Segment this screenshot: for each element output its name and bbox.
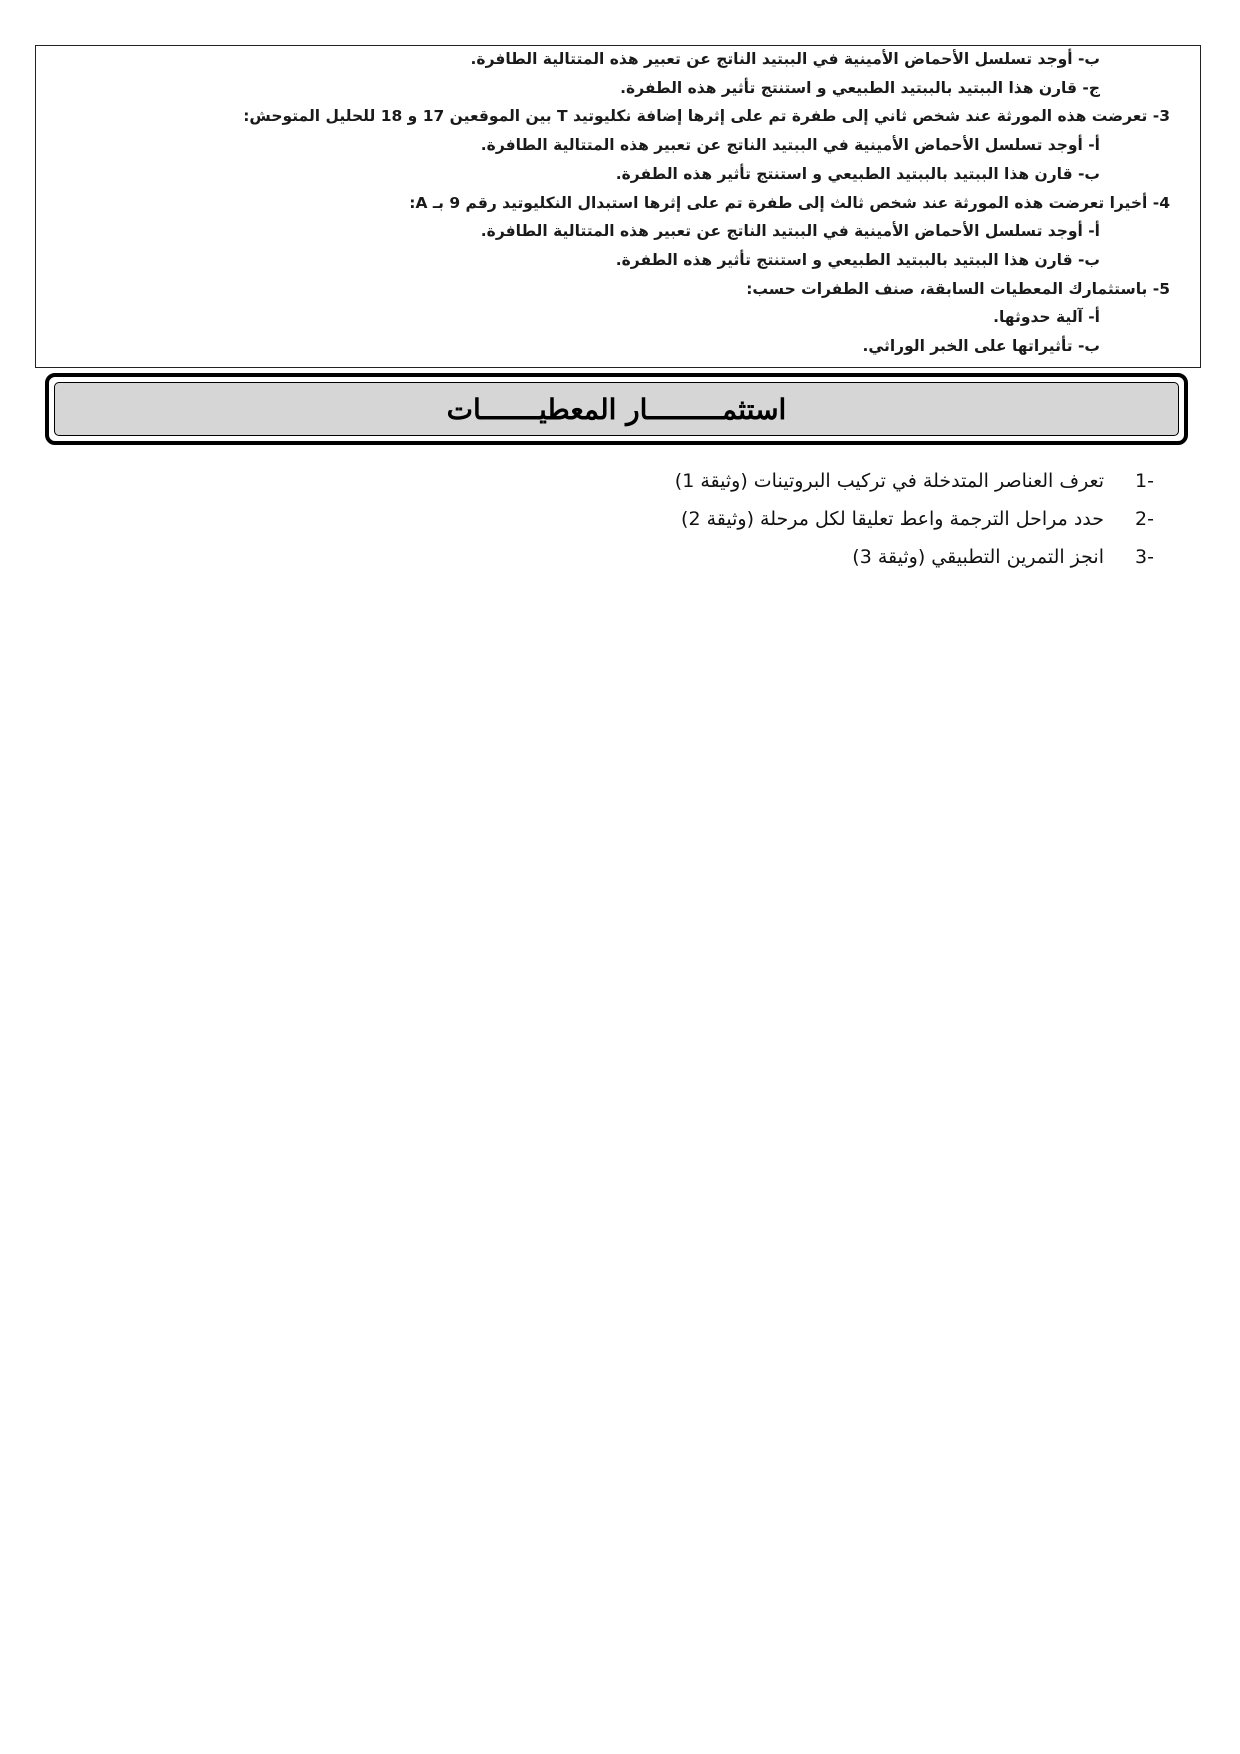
section-title: استثمـــــــــار المعطيـــــــات (446, 392, 787, 426)
list-item (454, 508, 1154, 546)
task-number: -1 (1135, 470, 1154, 492)
task-list (454, 470, 1154, 584)
question-2c: ج- قارن هذا الببتيد بالببتيد الطبيعي و استنتج تأثير هذه الطفرة. (620, 79, 1100, 97)
question-5: 5- باستثمارك المعطيات السابقة، صنف الطفرات حسب: (746, 280, 1170, 298)
question-4: 4- أخيرا تعرضت هذه المورثة عند شخص ثالث إلى طفرة تم على إثرها استبدال النكليوتيد رقم 9 بـ A: (409, 194, 1170, 212)
list-item (454, 470, 1154, 508)
question-2b: ب- أوجد تسلسل الأحماض الأمينية في الببتيد الناتج عن تعبير هذه المتتالية الطافرة. (470, 50, 1100, 68)
section-title-panel (54, 382, 1179, 436)
question-4a: أ- أوجد تسلسل الأحماض الأمينية في الببتيد الناتج عن تعبير هذه المتتالية الطافرة. (480, 222, 1100, 240)
question-5a: أ- آلية حدوثها. (993, 308, 1100, 326)
task-number: -2 (1135, 508, 1154, 530)
task-text: تعرف العناصر المتدخلة في تركيب البروتينات (وثيقة 1) (674, 470, 1104, 492)
task-number: -3 (1135, 546, 1154, 568)
questions-box (35, 45, 1201, 368)
question-3b: ب- قارن هذا الببتيد بالببتيد الطبيعي و استنتج تأثير هذه الطفرة. (615, 165, 1100, 183)
question-3a: أ- أوجد تسلسل الأحماض الأمينية في الببتيد الناتج عن تعبير هذه المتتالية الطافرة. (480, 136, 1100, 154)
question-4b: ب- قارن هذا الببتيد بالببتيد الطبيعي و استنتج تأثير هذه الطفرة. (615, 251, 1100, 269)
section-title-banner (45, 373, 1188, 445)
question-3: 3- تعرضت هذه المورثة عند شخص ثاني إلى طفرة تم على إثرها إضافة نكليوتيد T بين الموقعين 17 و 18 للحليل المتوحش: (243, 107, 1170, 125)
task-text: انجز التمرين التطبيقي (وثيقة 3) (852, 546, 1104, 568)
list-item (454, 546, 1154, 584)
question-5b: ب- تأثيراتها على الخبر الوراثي. (862, 337, 1100, 355)
task-text: حدد مراحل الترجمة واعط تعليقا لكل مرحلة (وثيقة 2) (681, 508, 1104, 530)
